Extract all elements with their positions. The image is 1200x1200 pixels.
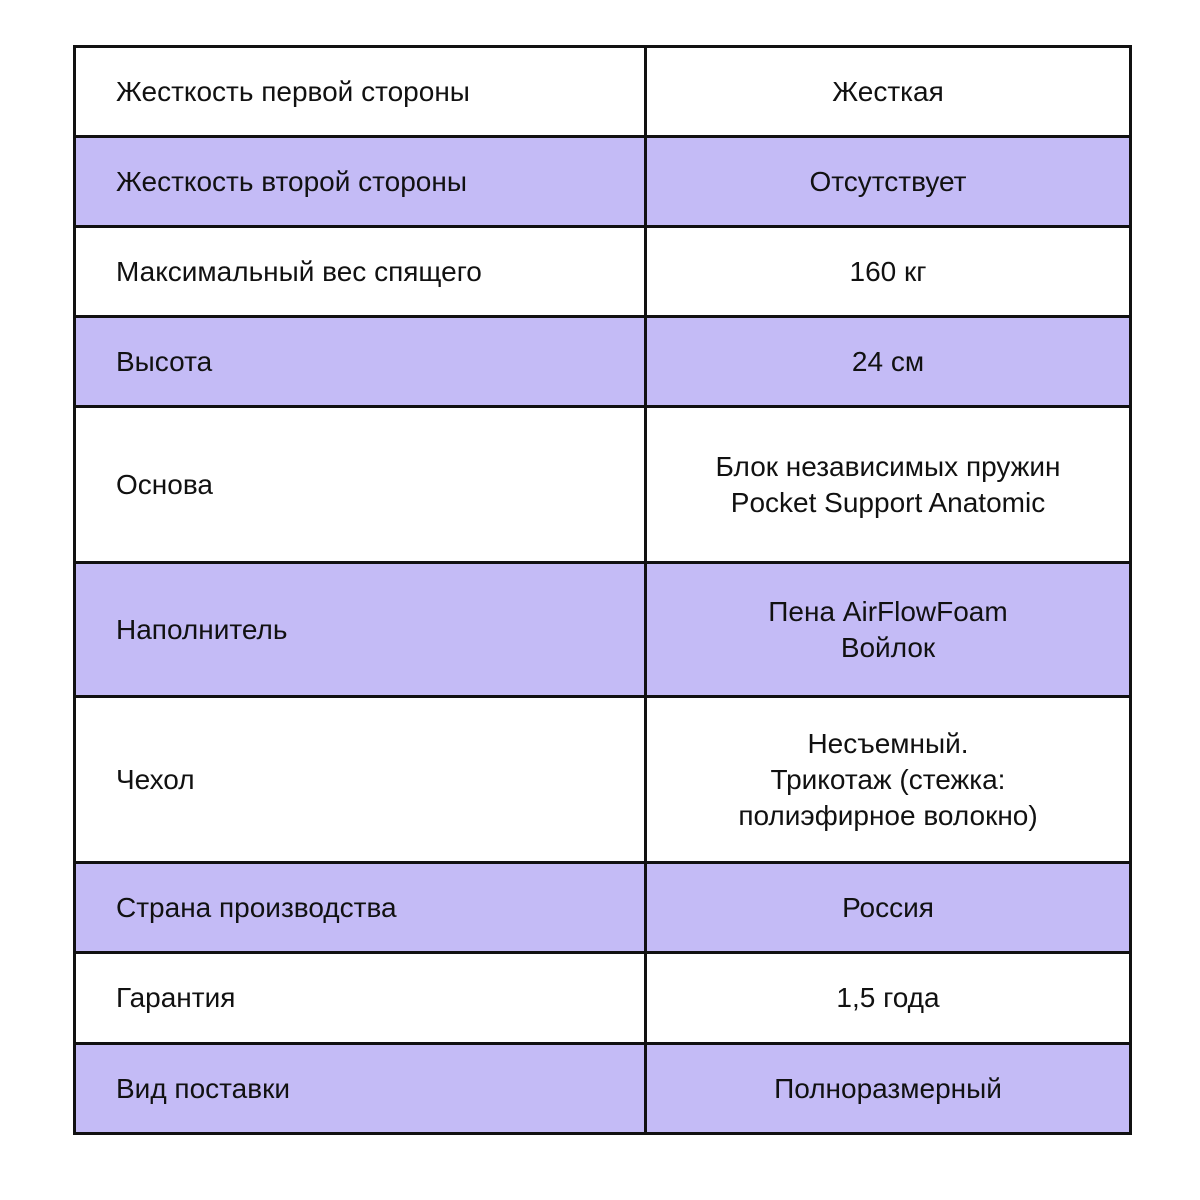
spec-value [646, 137, 1131, 227]
spec-label: Гарантия [75, 953, 646, 1044]
spec-value [646, 227, 1131, 317]
table-row [75, 407, 1131, 563]
spec-value-line: 24 см [851, 345, 925, 377]
table-row [75, 953, 1131, 1044]
spec-value-line: Блок независимых пружин [715, 450, 1061, 482]
spec-value [646, 317, 1131, 407]
spec-label: Жесткость первой стороны [75, 47, 646, 137]
spec-value [646, 47, 1131, 137]
spec-value-line: Pocket Support Anatomic [730, 486, 1046, 518]
table-row [75, 863, 1131, 953]
spec-value [646, 697, 1131, 863]
spec-value-line: Войлок [840, 631, 936, 663]
spec-label: Страна производства [75, 863, 646, 953]
spec-label: Максимальный вес спящего [75, 227, 646, 317]
table-row [75, 47, 1131, 137]
spec-value [646, 953, 1131, 1044]
spec-value-line: 1,5 года [836, 982, 940, 1013]
spec-value [646, 863, 1131, 953]
spec-value [646, 563, 1131, 697]
spec-label: Наполнитель [75, 563, 646, 697]
table-row [75, 227, 1131, 317]
table-row [75, 137, 1131, 227]
table-row [75, 317, 1131, 407]
spec-table [73, 45, 1132, 1135]
spec-label: Жесткость второй стороны [75, 137, 646, 227]
spec-value-line: Россия [842, 891, 934, 923]
spec-value [646, 1044, 1131, 1134]
spec-label: Основа [75, 407, 646, 563]
table-row [75, 563, 1131, 697]
spec-value-line: полиэфирное волокно) [738, 799, 1038, 831]
spec-value-line: Трикотаж (стежка: [770, 763, 1006, 795]
spec-value-line: Жесткая [832, 75, 944, 107]
spec-value-line: 160 кг [849, 255, 927, 287]
table-row [75, 697, 1131, 863]
spec-label: Чехол [75, 697, 646, 863]
spec-value [646, 407, 1131, 563]
table-row [75, 1044, 1131, 1134]
spec-label: Высота [75, 317, 646, 407]
spec-label: Вид поставки [75, 1044, 646, 1134]
spec-value-line: Пена AirFlowFoam [768, 595, 1008, 627]
spec-value-line: Полноразмерный [774, 1072, 1002, 1104]
spec-value-line: Отсутствует [809, 165, 967, 197]
spec-value-line: Несъемный. [807, 727, 969, 759]
